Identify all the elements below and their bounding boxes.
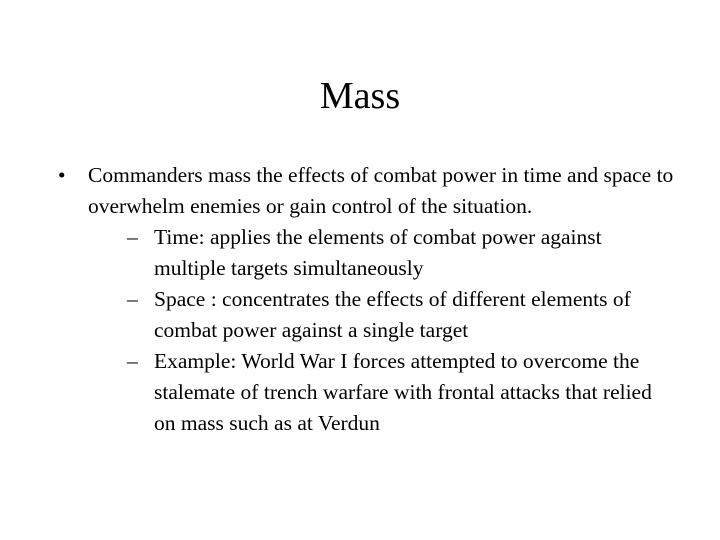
slide-body: [54, 160, 674, 439]
sub-bullet-text: Space : concentrates the effects of different elements of combat power against a single target: [154, 287, 631, 342]
dash-icon: –: [127, 349, 138, 373]
sub-bullet-list: [88, 222, 674, 439]
dash-icon: –: [127, 225, 138, 249]
sub-bullet-example: [88, 346, 674, 439]
sub-bullet-text: Example: World War I forces attempted to overcome the stalemate of trench warfare with frontal attacks that relied on mass such as at Verdun: [154, 349, 652, 435]
sub-bullet-space: [88, 284, 674, 346]
main-bullet-text: Commanders mass the effects of combat power in time and space to overwhelm enemies or gain control of the situation.: [88, 163, 674, 218]
slide-title: Mass: [319, 75, 401, 117]
main-bullet: [54, 160, 674, 439]
bullet-icon: •: [58, 163, 66, 187]
dash-icon: –: [127, 287, 138, 311]
sub-bullet-time: [88, 222, 674, 284]
sub-bullet-text: Time: applies the elements of combat power against multiple targets simultaneously: [154, 225, 602, 280]
